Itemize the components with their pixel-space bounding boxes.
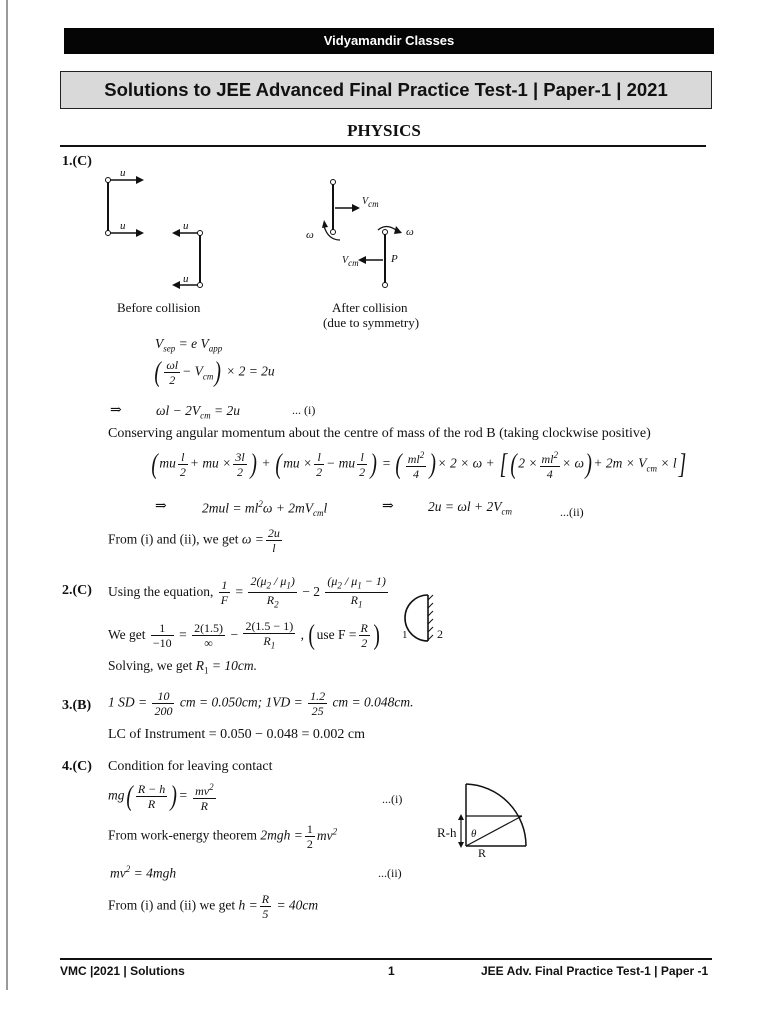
implies-arrow: ⇒ xyxy=(382,499,394,514)
lens-surface-figure xyxy=(402,592,442,644)
eq-i: $\omega l - 2V_{cm} = 2u$ xyxy=(156,403,241,421)
q2-substitution: We get $\frac{1}{-10}$ = $\frac{2(1.5)}{\infty}$ − $\frac{2(1.5 - 1)}{R_1}$ , (use F = $\frac{R}{2}$ ) xyxy=(108,619,380,651)
question-2-number: 2.(C) xyxy=(62,583,92,598)
medium-2-label: 2 xyxy=(437,627,443,641)
q4-eq-i: mg( $\frac{R - h}{R}$ )= $\frac{mv^2}{R}$ xyxy=(108,780,214,813)
eq-ii-tag: ...(ii) xyxy=(560,505,584,519)
q3-least-count: LC of Instrument = 0.050 − 0.048 = 0.002 cm xyxy=(108,727,365,742)
caption-symmetry: (due to symmetry) xyxy=(323,315,420,330)
q4-result: From (i) and (ii) we get h = $\frac{R}{5}$ = 40cm xyxy=(108,892,319,921)
page-title: Solutions to JEE Advanced Final Practice Test-1 | Paper-1 | 2021 xyxy=(60,71,712,109)
label-omega: ω xyxy=(306,229,314,241)
label-u: u xyxy=(120,167,126,179)
fig-label-r-minus-h: R-h xyxy=(437,825,457,840)
medium-1-label: 1 xyxy=(402,629,408,641)
q4-work-energy: From work-energy theorem 2mgh = $\frac{1}{2}$ $mv^2$ xyxy=(108,822,338,851)
q4-eq-ii: $mv^2 = 4mgh$ xyxy=(110,864,177,881)
q4-condition: Condition for leaving contact xyxy=(108,759,273,774)
q4-eq-i-tag: ...(i) xyxy=(382,792,403,806)
eq-ii-rhs: $2u = \omega l + 2V_{cm}$ xyxy=(428,499,512,517)
q3-sd-vd: 1 SD = $\frac{10}{200}$ cm = 0.050cm; 1VD = $\frac{1.2}{25}$ cm = 0.048cm. xyxy=(108,689,414,718)
label-vcm: $V_{cm}$ xyxy=(362,196,379,209)
caption-before-collision: Before collision xyxy=(117,300,201,315)
eq-ii-lhs: $2mul = ml^2\omega + 2mV_{cm}l$ xyxy=(202,499,328,519)
question-4-number: 4.(C) xyxy=(62,759,92,774)
label-u: u xyxy=(120,220,126,232)
q2-equation: Using the equation, $\frac{1}{F}$ = $\frac{2(\mu_2 / \mu_1)}{R_2}$ − 2 $\frac{(\mu_2 / \mu_1 - 1)}{R_1}$ xyxy=(108,574,386,610)
q4-eq-ii-tag: ...(ii) xyxy=(378,866,402,880)
fig-label-theta: θ xyxy=(471,828,477,840)
institute-banner: Vidyamandir Classes xyxy=(64,28,714,54)
subject-divider xyxy=(60,145,706,147)
label-p: P xyxy=(391,253,398,265)
eq-separation: $V_{sep} = e$ $V_{app}$ xyxy=(155,336,223,354)
footer-right: JEE Adv. Final Practice Test-1 | Paper -1 xyxy=(481,964,709,978)
fig-label-r: R xyxy=(478,846,487,860)
label-omega: ω xyxy=(406,226,414,238)
page-number: 1 xyxy=(388,964,395,978)
subject-heading: PHYSICS xyxy=(347,121,421,140)
left-margin-rule xyxy=(6,0,8,990)
footer-left: VMC |2021 | Solutions xyxy=(60,964,185,978)
footer-divider xyxy=(60,958,712,960)
q1-result: From (i) and (ii), we get ω = $\frac{2u}{l}$ xyxy=(108,526,280,555)
eq-angular-momentum: (mu $\frac{l}{2}$ + mu × $\frac{3l}{2}$ ) + (mu × $\frac{l}{2}$ − mu $\frac{l}{2}$ ) = ( $\frac{ml^2}{4}$ )× 2 × ω + [ (2 × $\frac{ml^2}{4}$ × $\omega)+ 2m \times V_{cm} \times l$] xyxy=(151,448,686,481)
label-u: u xyxy=(183,273,189,285)
implies-arrow: ⇒ xyxy=(155,499,167,514)
eq-relative-velocity: ( $\frac{\omega l}{2}$ − $V_{cm}) \times 2 = 2u$ xyxy=(154,356,275,388)
angular-momentum-statement: Conserving angular momentum about the centre of mass of the rod B (taking clockwise positive) xyxy=(108,426,651,441)
eq-i-tag: ... (i) xyxy=(292,403,316,417)
question-1-number: 1.(C) xyxy=(62,154,92,169)
q2-result: Solving, we get $R_1 = 10cm$. xyxy=(108,658,257,676)
label-vcm: $V_{cm}$ xyxy=(342,255,359,268)
label-u: u xyxy=(183,220,189,232)
implies-arrow: ⇒ xyxy=(110,403,122,418)
caption-after-collision: After collision xyxy=(332,300,408,315)
question-3-number: 3.(B) xyxy=(62,698,92,713)
